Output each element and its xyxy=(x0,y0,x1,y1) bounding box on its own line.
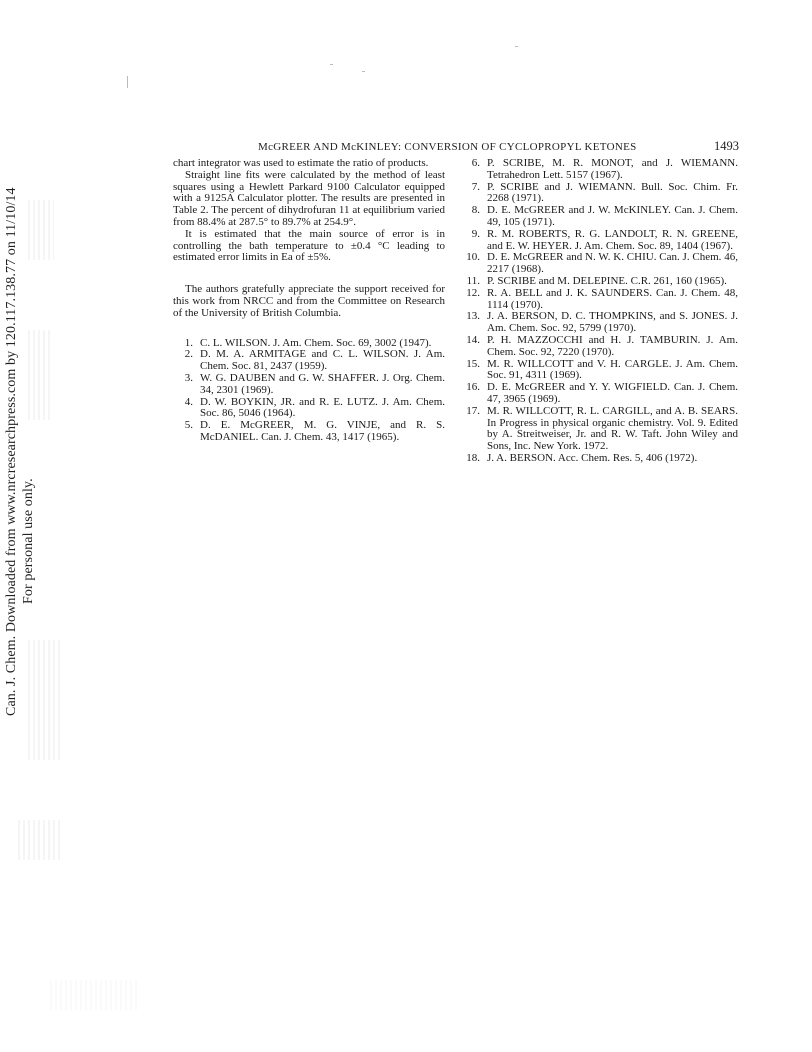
reference-text: D. W. BOYKIN, JR. and R. E. LUTZ. J. Am. Chem. Soc. 86, 5046 (1964). xyxy=(200,395,445,420)
reference-text: D. E. McGREER, M. G. VINJE, and R. S. McDANIEL. Can. J. Chem. 43, 1417 (1965). xyxy=(200,419,445,443)
reference-item xyxy=(460,406,738,453)
reference-text: W. G. DAUBEN and G. W. SHAFFER. J. Org. Chem. 34, 2301 (1969). xyxy=(200,371,445,396)
scan-artifact xyxy=(362,71,365,72)
reference-text: D. M. A. ARMITAGE and C. L. WILSON. J. Am. Chem. Soc. 81, 2437 (1959). xyxy=(200,348,445,373)
scan-artifact xyxy=(28,330,52,420)
scan-artifact xyxy=(127,76,128,88)
reference-item xyxy=(460,382,738,406)
reference-text: P. SCRIBE, M. R. MONOT, and J. WIEMANN. Tetrahedron Lett. 5157 (1967). xyxy=(487,157,738,181)
reference-number: 13. xyxy=(466,310,480,323)
running-title: McGREER AND McKINLEY: CONVERSION OF CYCLOPROPYL KETONES xyxy=(258,141,637,153)
reference-text: D. E. McGREER and N. W. K. CHIU. Can. J. Chem. 46, 2217 (1968). xyxy=(487,251,738,276)
body-paragraph: Straight line fits were calculated by the method of least squares using a Hewlett Parkard 9100 Calculator equipped with a 9125A Calculator plotter. The results are presented in Table 2. The percent of dihydrofuran 11 at equilibrium varied from 88.4% at 287.5° to 89.7% at 254.9°. xyxy=(173,168,445,228)
reference-item xyxy=(460,252,738,276)
reference-item xyxy=(460,335,738,359)
reference-number: 11. xyxy=(466,274,480,287)
scan-artifact xyxy=(28,640,60,760)
reference-number: 3. xyxy=(184,371,193,384)
scan-artifact xyxy=(515,46,518,47)
reference-text: D. E. McGREER and J. W. McKINLEY. Can. J. Chem. 49, 105 (1971). xyxy=(487,204,738,228)
reference-number: 14. xyxy=(466,333,480,346)
reference-item xyxy=(460,453,738,465)
page-number: 1493 xyxy=(714,139,739,153)
reference-text: M. R. WILLCOTT, R. L. CARGILL, and A. B. SEARS. In Progress in physical organic chemistry. Vol. 9. Edited by A. Streitweiser, Jr. and R. W. Taft. John Wiley and Sons, Inc. New York. 1972. xyxy=(487,404,738,453)
reference-number: 1. xyxy=(184,336,193,349)
body-paragraph: chart integrator was used to estimate the ratio of products. xyxy=(173,157,429,169)
reference-text: J. A. BERSON, D. C. THOMPKINS, and S. JONES. J. Am. Chem. Soc. 92, 5799 (1970). xyxy=(487,310,738,335)
reference-number: 2. xyxy=(184,348,193,361)
reference-item xyxy=(460,359,738,383)
reference-number: 5. xyxy=(184,419,193,432)
reference-text: M. R. WILLCOTT and V. H. CARGLE. J. Am. Chem. Soc. 91, 4311 (1969). xyxy=(487,357,738,382)
scan-artifact xyxy=(330,64,333,65)
reference-item xyxy=(460,158,738,182)
scan-artifact xyxy=(28,200,54,260)
reference-text: J. A. BERSON. Acc. Chem. Res. 5, 406 (1972). xyxy=(487,451,698,464)
reference-text: R. M. ROBERTS, R. G. LANDOLT, R. N. GREENE, and E. W. HEYER. J. Am. Chem. Soc. 89, 1404 (1967). xyxy=(487,227,738,252)
reference-item xyxy=(460,288,738,312)
reference-number: 16. xyxy=(466,381,480,394)
reference-number: 9. xyxy=(471,227,480,240)
reference-number: 4. xyxy=(184,395,193,408)
reference-list xyxy=(460,158,738,465)
reference-item xyxy=(173,420,445,444)
reference-item xyxy=(460,276,738,288)
download-watermark xyxy=(0,0,60,1052)
reference-number: 6. xyxy=(471,157,480,169)
reference-number: 10. xyxy=(466,251,480,264)
reference-item xyxy=(460,182,738,206)
acknowledgement-paragraph: The authors gratefully appreciate the support received for this work from NRCC and from the Committee on Research of the University of British Columbia. xyxy=(173,283,445,319)
personal-use-notice: For personal use only. xyxy=(21,478,36,604)
running-header xyxy=(173,141,739,157)
right-column xyxy=(460,158,738,465)
reference-item xyxy=(173,349,445,373)
scan-artifact xyxy=(50,980,140,1010)
scan-artifact xyxy=(18,820,62,860)
reference-list xyxy=(173,338,445,444)
reference-text: P. H. MAZZOCCHI and H. J. TAMBURIN. J. Am. Chem. Soc. 92, 7220 (1970). xyxy=(487,333,738,358)
reference-text: R. A. BELL and J. K. SAUNDERS. Can. J. Chem. 48, 1114 (1970). xyxy=(487,286,738,311)
reference-text: D. E. McGREER and Y. Y. WIGFIELD. Can. J. Chem. 47, 3965 (1969). xyxy=(487,381,738,405)
reference-number: 12. xyxy=(466,286,480,299)
reference-item xyxy=(460,229,738,253)
reference-text: P. SCRIBE and J. WIEMANN. Bull. Soc. Chim. Fr. 2268 (1971). xyxy=(487,180,738,205)
reference-item xyxy=(460,205,738,229)
reference-number: 15. xyxy=(466,357,480,370)
reference-number: 17. xyxy=(466,404,480,417)
reference-text: C. L. WILSON. J. Am. Chem. Soc. 69, 3002 (1947). xyxy=(200,336,432,349)
reference-item xyxy=(173,373,445,397)
reference-number: 7. xyxy=(471,180,480,193)
reference-item xyxy=(460,311,738,335)
reference-number: 8. xyxy=(471,204,480,217)
reference-item xyxy=(173,397,445,421)
reference-text: P. SCRIBE and M. DELEPINE. C.R. 261, 160 (1965). xyxy=(487,274,727,287)
body-paragraph: It is estimated that the main source of error is in controlling the bath temperature to ±0.4 °C leading to estimated error limits in Ea of ±5%. xyxy=(173,227,445,264)
reference-number: 18. xyxy=(466,451,480,464)
left-column xyxy=(173,158,445,444)
download-notice: Can. J. Chem. Downloaded from www.nrcresearchpress.com by 120.117.138.77 on 11/10/14 xyxy=(4,187,19,716)
